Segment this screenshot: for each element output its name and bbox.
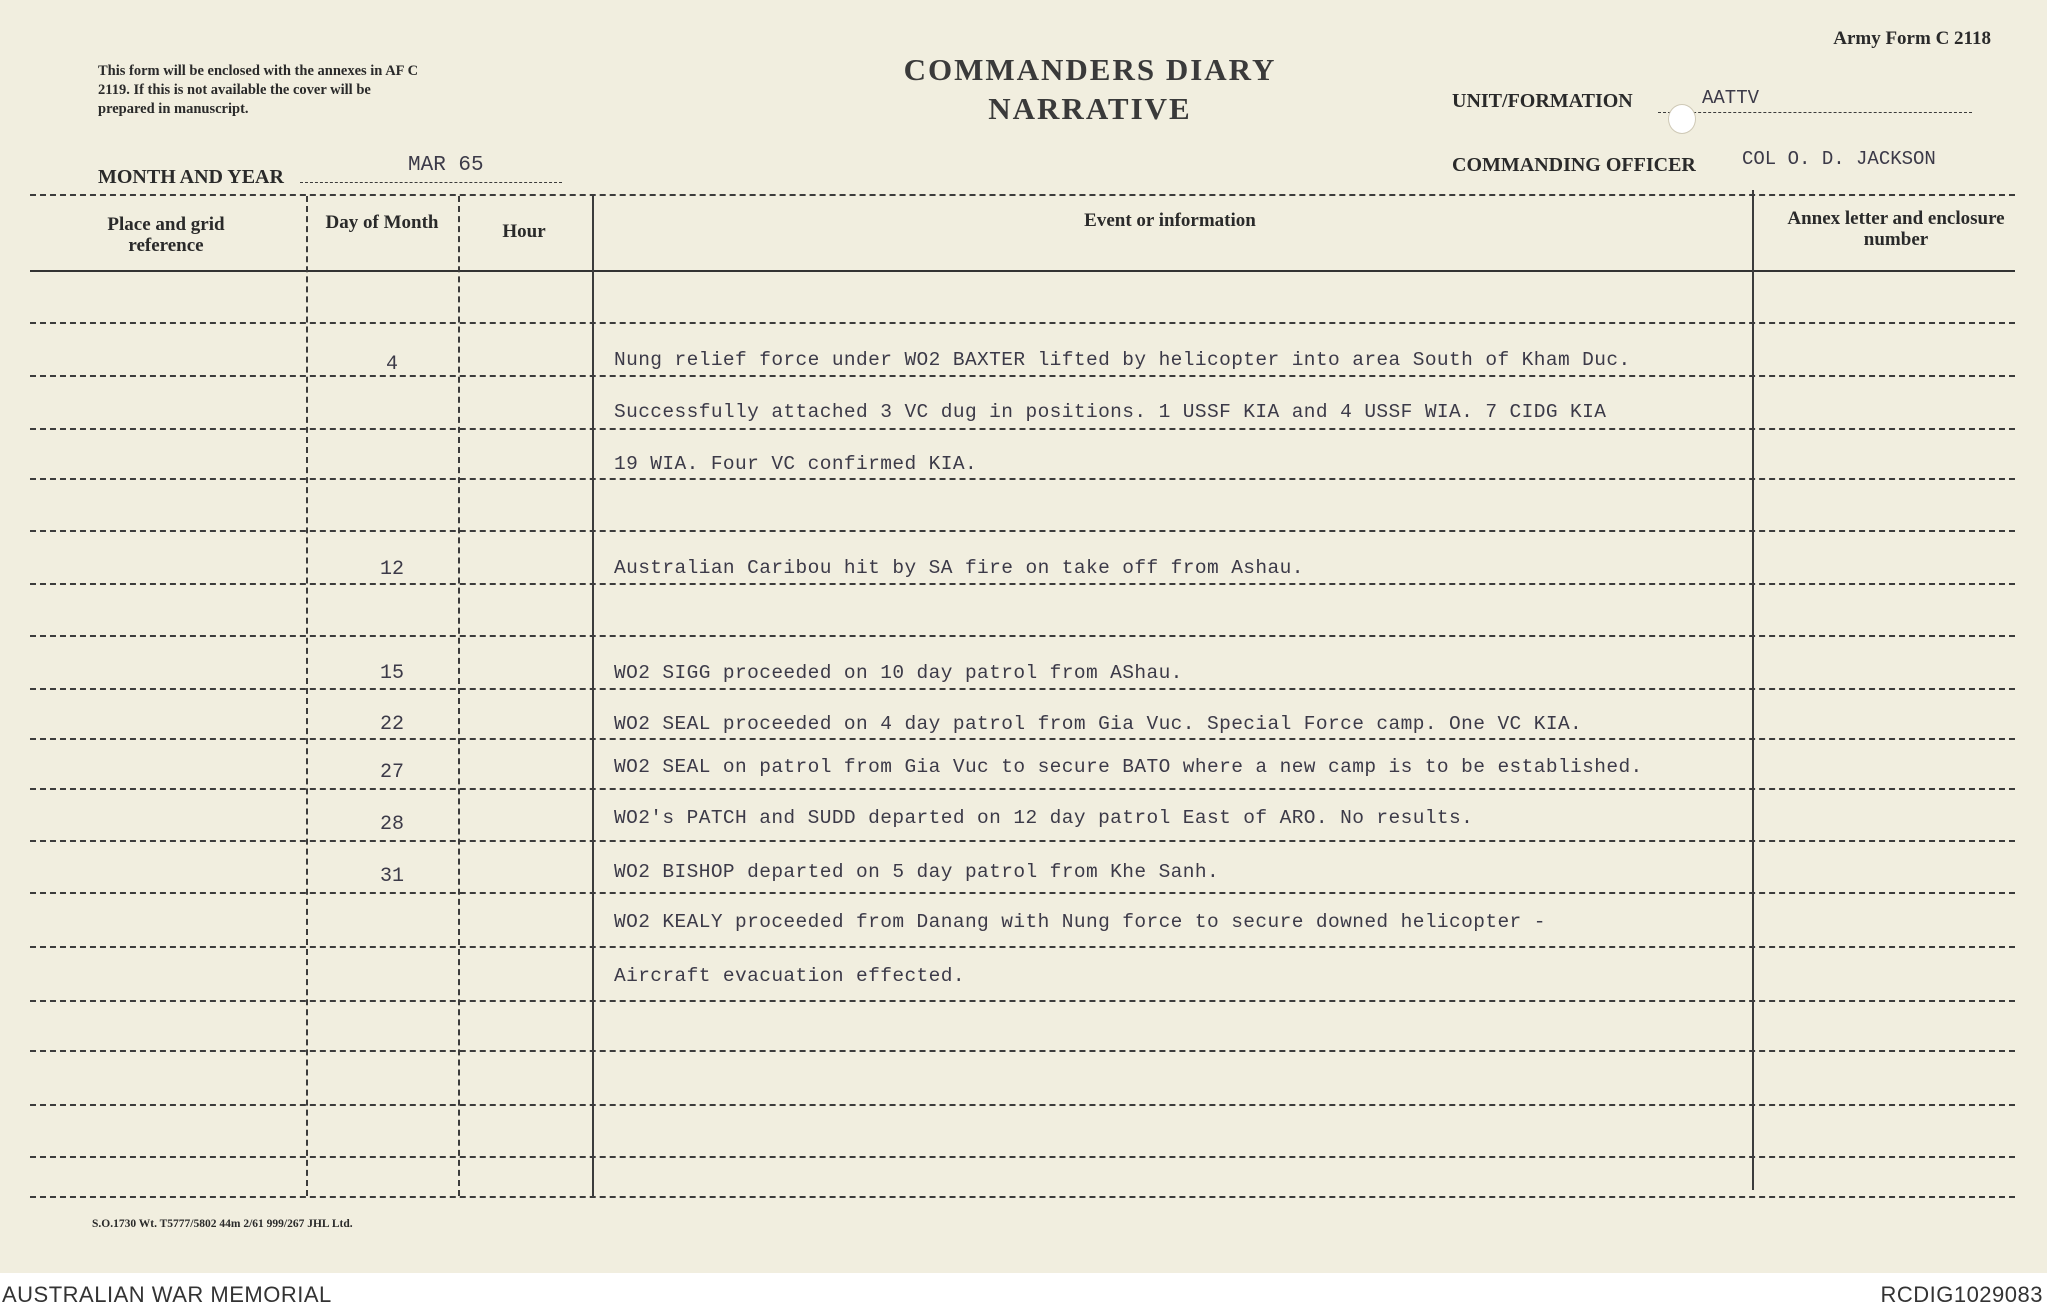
day-cell: 28	[379, 813, 404, 836]
form-title-line2: NARRATIVE	[988, 91, 1192, 126]
day-cell: 12	[379, 558, 404, 581]
table-top-rule	[30, 194, 2015, 196]
row-rule	[30, 688, 2015, 690]
institution-name: AUSTRALIAN WAR MEMORIAL	[2, 1282, 332, 1307]
column-divider	[1752, 190, 1754, 1190]
unit-formation-value: AATTV	[1702, 87, 1760, 109]
event-line: WO2's PATCH and SUDD departed on 12 day patrol East of ARO. No results.	[614, 807, 1474, 829]
row-rule	[30, 840, 2015, 842]
day-cell: 22	[379, 713, 404, 736]
event-line: Aircraft evacuation effected.	[614, 965, 965, 987]
event-line: WO2 BISHOP departed on 5 day patrol from Khe Sanh.	[614, 861, 1220, 883]
header-event: Event or information	[1084, 210, 1256, 231]
record-id: RCDIG1029083	[1880, 1282, 2043, 1307]
column-divider	[306, 196, 308, 1196]
day-cell: 4	[385, 353, 398, 376]
print-code: S.O.1730 Wt. T5777/5802 44m 2/61 999/267 JHL Ltd.	[92, 1218, 353, 1230]
month-year-rule	[300, 182, 562, 183]
row-rule	[30, 530, 2015, 532]
row-rule	[30, 738, 2015, 740]
row-rule	[30, 478, 2015, 480]
row-rule	[30, 1156, 2015, 1158]
row-rule	[30, 1000, 2015, 1002]
unit-formation-rule	[1658, 112, 1972, 113]
punch-hole	[1668, 104, 1696, 134]
event-line: WO2 KEALY proceeded from Danang with Nung force to secure downed helicopter -	[614, 911, 1546, 933]
row-rule	[30, 375, 2015, 377]
day-cell: 15	[379, 662, 404, 685]
header-day: Day of Month	[325, 212, 439, 233]
day-cell: 27	[379, 761, 404, 784]
unit-formation-label: UNIT/FORMATION	[1452, 90, 1633, 112]
event-line: Australian Caribou hit by SA fire on take off from Ashau.	[614, 557, 1304, 579]
event-line: WO2 SEAL proceeded on 4 day patrol from Gia Vuc. Special Force camp. One VC KIA.	[614, 713, 1583, 735]
column-divider	[458, 196, 460, 1196]
column-divider	[592, 196, 594, 1196]
header-bottom-rule	[30, 270, 2015, 272]
row-rule	[30, 428, 2015, 430]
row-rule	[30, 788, 2015, 790]
event-line: WO2 SEAL on patrol from Gia Vuc to secure BATO where a new camp is to be established.	[614, 756, 1643, 778]
army-form-number: Army Form C 2118	[1833, 28, 1991, 49]
row-rule	[30, 1196, 2015, 1198]
header-hour: Hour	[502, 221, 546, 242]
row-rule	[30, 1104, 2015, 1106]
row-rule	[30, 322, 2015, 324]
event-line: WO2 SIGG proceeded on 10 day patrol from AShau.	[614, 662, 1183, 684]
event-line: 19 WIA. Four VC confirmed KIA.	[614, 453, 978, 475]
header-place: Place and grid reference	[107, 214, 225, 256]
row-rule	[30, 892, 2015, 894]
header-annex: Annex letter and enclosure number	[1787, 208, 2005, 250]
row-rule	[30, 583, 2015, 585]
event-line: Nung relief force under WO2 BAXTER lifted by helicopter into area South of Kham Duc.	[614, 349, 1631, 371]
form-title-line1: COMMANDERS DIARY	[903, 52, 1277, 87]
day-cell: 31	[379, 865, 404, 888]
event-line: Successfully attached 3 VC dug in positions. 1 USSF KIA and 4 USSF WIA. 7 CIDG KIA	[614, 401, 1607, 423]
month-year-value: MAR 65	[408, 154, 484, 177]
row-rule	[30, 1050, 2015, 1052]
row-rule	[30, 946, 2015, 948]
instruction-note: This form will be enclosed with the annexes in AF C 2119. If this is not available the cover will be prepared in manuscript.	[98, 63, 419, 117]
row-rule	[30, 635, 2015, 637]
commanding-officer-value: COL O. D. JACKSON	[1742, 148, 1936, 170]
month-year-label: MONTH AND YEAR	[98, 166, 284, 188]
commanding-officer-label: COMMANDING OFFICER	[1452, 154, 1696, 176]
